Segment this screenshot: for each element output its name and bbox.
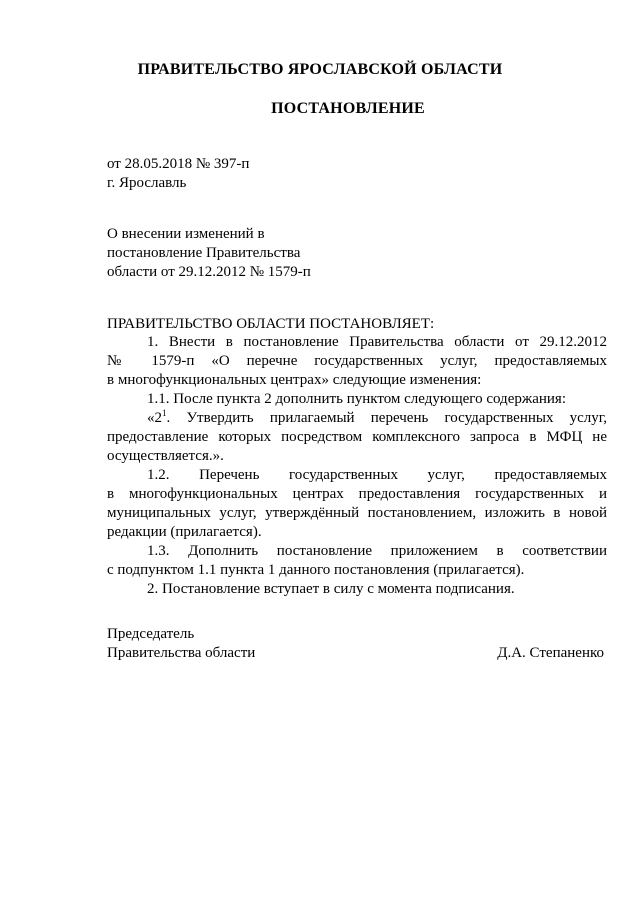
quote-text: . Утвердить прилагаемый перечень государственных услуг, [166, 410, 607, 426]
quoted-clause-line [107, 409, 607, 428]
paragraph-1-line: 1. Внести в постановление Правительства области от 29.12.2012 [147, 334, 607, 350]
paragraph-1-2-line: 1.2. Перечень государственных услуг, предоставляемых [147, 467, 607, 483]
paragraph-1-2-line: в многофункциональных центрах предоставления государственных и [107, 486, 607, 502]
paragraph-1-3 [107, 542, 607, 580]
quoted-clause-line: предоставление которых посредством комплексного запроса в МФЦ не [107, 429, 607, 445]
paragraph-1-1 [107, 390, 607, 409]
subject-line-3: области от 29.12.2012 № 1579-п [107, 264, 311, 280]
paragraph-1-2 [107, 466, 607, 542]
preamble: ПРАВИТЕЛЬСТВО ОБЛАСТИ ПОСТАНОВЛЯЕТ: [107, 316, 435, 332]
quoted-clause [107, 409, 607, 466]
paragraph-1-line: в многофункциональных центрах» следующие изменения: [107, 372, 482, 388]
paragraph-1-1-line: 1.1. После пункта 2 дополнить пунктом следующего содержания: [147, 391, 566, 407]
quote-prefix: «2 [147, 410, 162, 426]
paragraph-1-3-line: 1.3. Дополнить постановление приложением в соответствии [147, 543, 607, 559]
paragraph-2 [107, 580, 607, 599]
paragraph-1-line: № 1579-п «О перечне государственных услуг, предоставляемых [107, 353, 607, 369]
signature-title-line-2: Правительства области [107, 645, 256, 661]
quoted-clause-line: осуществляется.». [107, 448, 224, 464]
paragraph-2-line: 2. Постановление вступает в силу с момента подписания. [147, 581, 515, 597]
document-type: ПОСТАНОВЛЕНИЕ [271, 100, 425, 117]
paragraph-1-3-line: с подпунктом 1.1 пункта 1 данного постановления (прилагается). [107, 562, 525, 578]
subject-line-1: О внесении изменений в [107, 226, 265, 242]
superscript: 1 [162, 408, 167, 418]
signatory-name: Д.А. Степаненко [497, 645, 604, 661]
paragraph-1-2-line: муниципальных услуг, утверждённый постановлением, изложить в новой [107, 505, 607, 521]
paragraph-1 [107, 333, 607, 390]
government-title: ПРАВИТЕЛЬСТВО ЯРОСЛАВСКОЙ ОБЛАСТИ [137, 61, 503, 78]
city: г. Ярославль [107, 175, 187, 191]
paragraph-1-2-line: редакции (прилагается). [107, 524, 262, 540]
subject-line-2: постановление Правительства [107, 245, 301, 261]
date-number: от 28.05.2018 № 397-п [107, 156, 250, 172]
signature-title-line-1: Председатель [107, 626, 195, 642]
